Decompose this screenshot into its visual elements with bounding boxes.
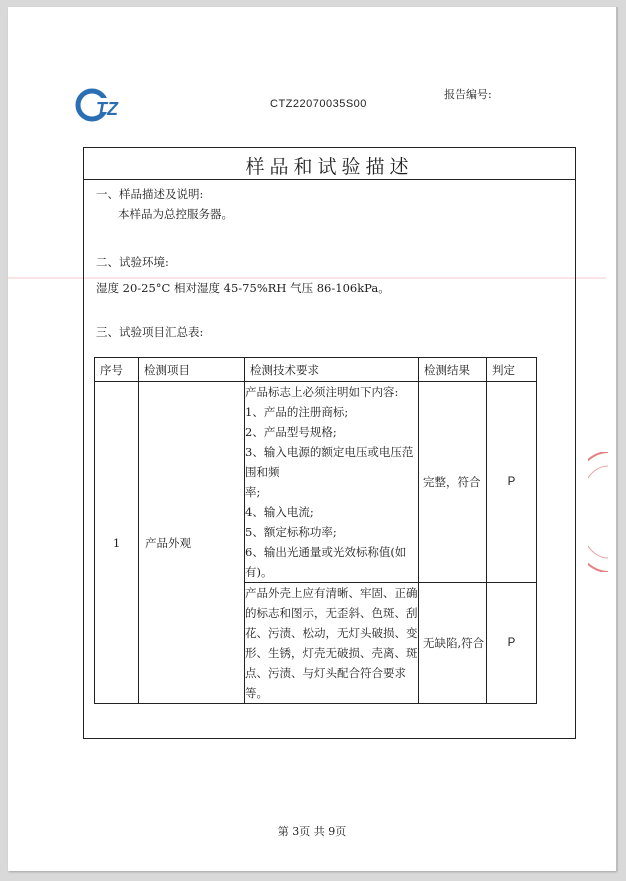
row-no: 1 [95,382,139,704]
row-result-1: 完整，符合 [419,382,487,583]
table-row [95,382,537,583]
row-verdict-1: P [487,382,537,583]
col-item-header: 检测项目 [139,358,245,382]
col-no-header: 序号 [95,358,139,382]
title-divider [84,179,575,180]
row-result-2: 无缺陷,符合 [419,583,487,704]
content-frame [83,147,576,739]
req-line: 2、产品型号规格; [245,425,337,439]
ctz-logo-icon [74,85,136,125]
req-line: 1、产品的注册商标; [245,405,349,419]
env-text: 湿度 20-25°C 相对湿度 45-75%RH 气压 86-106kPa。 [96,281,390,295]
page-footer: 第 3页 共 9页 [277,825,347,838]
col-req-header: 检测技术要求 [245,358,419,382]
req-line: 产品标志上必须注明如下内容: [245,385,399,399]
row-requirement-1 [245,382,419,583]
req-line: 率; [245,485,261,499]
svg-text:TZ: TZ [96,99,118,119]
sample-text: 本样品为总控服务器。 [118,207,233,221]
page-edge-shadow [616,7,618,871]
col-result-header: 检测结果 [419,358,487,382]
table-header-row [95,358,537,382]
summary-table [94,357,537,704]
document-page [8,7,616,871]
row-requirement-2: 产品外壳上应有清晰、牢固、正确的标志和图示，无歪斜、色斑、刮花、污渍、松动，无灯头破损、变形、生锈，灯壳无破损、壳离、斑点、污渍、与灯头配合符合要求等。 [245,583,419,704]
row-item: 产品外观 [139,382,245,704]
sample-heading: 一、样品描述及说明: [96,187,204,201]
red-stamp-icon [588,452,608,572]
report-id: CTZ22070035S00 [270,98,367,110]
req-line: 5、额定标称功率; [245,525,337,539]
req-line: 4、输入电流; [245,505,314,519]
req-line: 3、输入电源的额定电压或电压范围和频 [245,445,414,479]
summary-heading: 三、试验项目汇总表: [96,325,204,339]
section-title: 样品和试验描述 [245,156,414,178]
col-verdict-header: 判定 [487,358,537,382]
req-line: 6、输出光通量或光效标称值(如有)。 [245,545,407,579]
report-number-label: 报告编号: [444,88,492,101]
env-heading: 二、试验环境: [96,255,169,269]
row-verdict-2: P [487,583,537,704]
